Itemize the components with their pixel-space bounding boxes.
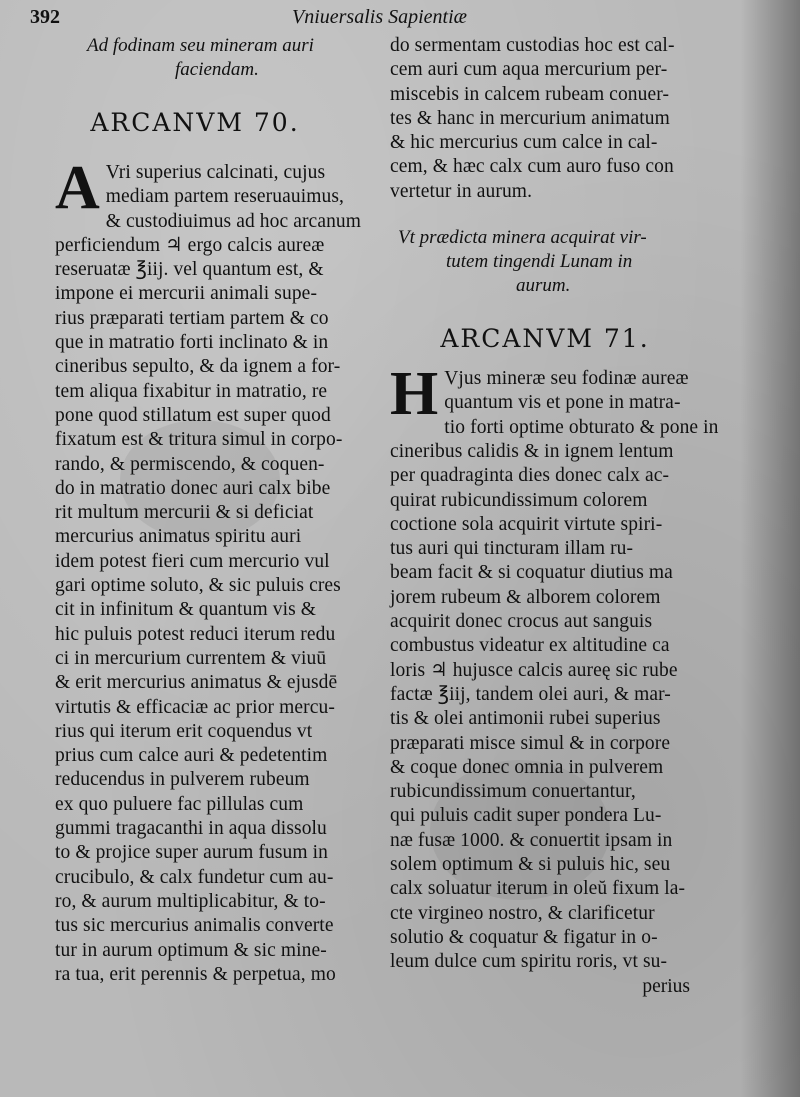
text-line: Vri superius calcinati, cujus [105, 162, 326, 183]
left-column [55, 34, 385, 987]
text-line: & custodiuimus ad hoc arcanum [105, 210, 362, 232]
text-line: combustus videatur ex altitudine ca [390, 635, 670, 657]
text-line: jorem rubeum & alborem colorem [390, 586, 661, 608]
text-line: tis & olei antimonii rubei superius [390, 708, 661, 730]
text-line: ro, & aurum multiplicabitur, & to- [55, 890, 326, 912]
text-line: tes & hanc in mercurium animatum [390, 107, 670, 129]
text-line: prius cum calce auri & pedetentim [55, 745, 328, 767]
text-line: & hic mercurius cum calce in cal- [390, 132, 658, 154]
text-line: to & projice super aurum fusum in [55, 842, 328, 864]
text-line: ra tua, erit perennis & perpetua, mo [55, 963, 336, 985]
right-body [390, 360, 719, 974]
left-subheading [55, 34, 385, 82]
text-line: & erit mercurius animatus & ejusdē [55, 672, 338, 694]
text-line: pone quod stillatum est super quod [55, 404, 331, 426]
text-line: calx soluatur iterum in oleŭ fixum la- [390, 878, 686, 900]
text-line: rius qui iterum erit coquendus vt [55, 720, 313, 742]
text-line: Vjus mineræ seu fodinæ aureæ [444, 368, 689, 390]
text-line: tur in aurum optimum & sic mine- [55, 939, 327, 961]
catchword: perius [642, 975, 690, 997]
text-line: præparati misce simul & in corpore [390, 732, 671, 754]
page-number: 392 [30, 6, 60, 28]
left-body [55, 154, 385, 987]
text-line: reseruatæ ℥iij. vel quantum est, & [55, 259, 324, 281]
text-line: tus sic mercurius animalis converte [55, 915, 334, 937]
text-line: vertetur in aurum. [390, 180, 533, 202]
text-line: per quadraginta dies donec calx ac- [390, 465, 670, 487]
text-line: solutio & coquatur & figatur in o- [390, 926, 658, 948]
text-line: cem, & hæc calx cum auro fuso con [390, 156, 674, 178]
text-line: crucibulo, & calx fundetur cum au- [55, 866, 334, 888]
subheading-line: faciendam. [175, 59, 259, 80]
text-line: mediam partem reseruauimus, [105, 186, 345, 208]
subheading-line: Ad fodinam seu mineram auri [87, 35, 314, 56]
text-line: ex quo puluere fac pillulas cum [55, 793, 304, 815]
text-line: næ fusæ 1000. & conuertit ipsam in [390, 829, 673, 851]
text-line: que in matratio forti inclinato & in [55, 332, 329, 354]
text-line: reducendus in pulverem rubeum [55, 769, 310, 791]
text-line: cineribus sepulto, & da ignem a for- [55, 356, 341, 378]
text-line: cem auri cum aqua mercurium per- [390, 59, 668, 81]
subheading-line: aurum. [516, 275, 571, 297]
text-line: quirat rubicundissimum colorem [390, 489, 648, 511]
text-line: cineribus calidis & in ignem lentum [390, 440, 674, 462]
text-line: ci in mercurium currentem & viuū [55, 647, 327, 669]
text-line: quantum vis et pone in matra- [444, 392, 681, 414]
text-line: gummi tragacanthi in aqua dissolu [55, 818, 327, 840]
text-line: rubicundissimum conuertantur, [390, 781, 636, 803]
text-line: tus auri qui tincturam illam ru- [390, 538, 634, 560]
drop-cap: H [390, 360, 439, 429]
text-line: coctione sola acquirit virtute spiri- [390, 513, 663, 535]
text-line: impone ei mercurii animali supe- [55, 283, 318, 305]
text-line: fixatum est & tritura simul in corpo- [55, 429, 343, 451]
text-line: acquirit donec crocus aut sanguis [390, 611, 653, 633]
drop-cap: A [55, 154, 100, 222]
text-line: loris ♃ hujusce calcis aureę sic rube [390, 659, 678, 681]
right-top-text [390, 34, 710, 204]
text-line: do in matratio donec auri calx bibe [55, 477, 331, 499]
text-line: do sermentam custodias hoc est cal- [390, 35, 675, 56]
text-line: perficiendum ♃ ergo calcis aureæ [55, 234, 325, 256]
section-title: ARCANVM 71. [440, 324, 650, 354]
text-line: beam facit & si coquatur diutius ma [390, 562, 673, 584]
text-line: leum dulce cum spiritu roris, vt su- [390, 951, 668, 973]
text-line: & coque donec omnia in pulverem [390, 756, 664, 778]
text-line: gari optime soluto, & sic puluis cres [55, 575, 341, 597]
text-line: idem potest fieri cum mercurio vul [55, 550, 330, 572]
text-line: qui puluis cadit super pondera Lu- [390, 805, 662, 827]
running-title: Vniuersalis Sapientiæ [292, 6, 467, 28]
text-line: cit in infinitum & quantum vis & [55, 599, 317, 621]
right-column [390, 34, 719, 999]
text-line: rius præparati tertiam partem & co [55, 307, 329, 329]
subheading-line: Vt prædicta minera acquirat vir- [398, 227, 647, 249]
text-line: solem optimum & si puluis hic, seu [390, 854, 671, 876]
text-line: virtutis & efficaciæ ac prior mercu- [55, 696, 335, 718]
text-line: mercurius animatus spiritu auri [55, 526, 302, 548]
text-line: hic puluis potest reduci iterum redu [55, 623, 336, 645]
subheading-line: tutem tingendi Lunam in [446, 251, 633, 273]
text-line: tio forti optime obturato & pone in [444, 416, 719, 438]
text-line: tem aliqua fixabitur in matratio, re [55, 380, 328, 402]
page-edge-shadow [740, 0, 800, 1097]
right-subheading [390, 226, 710, 298]
text-line: rando, & permiscendo, & coquen- [55, 453, 325, 475]
text-line: miscebis in calcem rubeam conuer- [390, 83, 670, 105]
text-line: factæ ℥iij, tandem olei auri, & mar- [390, 683, 671, 705]
text-line: rit multum mercurii & si deficiat [55, 502, 314, 524]
section-title: ARCANVM 70. [90, 108, 300, 137]
text-line: cte virgineo nostro, & clarificetur [390, 902, 655, 924]
page-header [30, 6, 730, 26]
